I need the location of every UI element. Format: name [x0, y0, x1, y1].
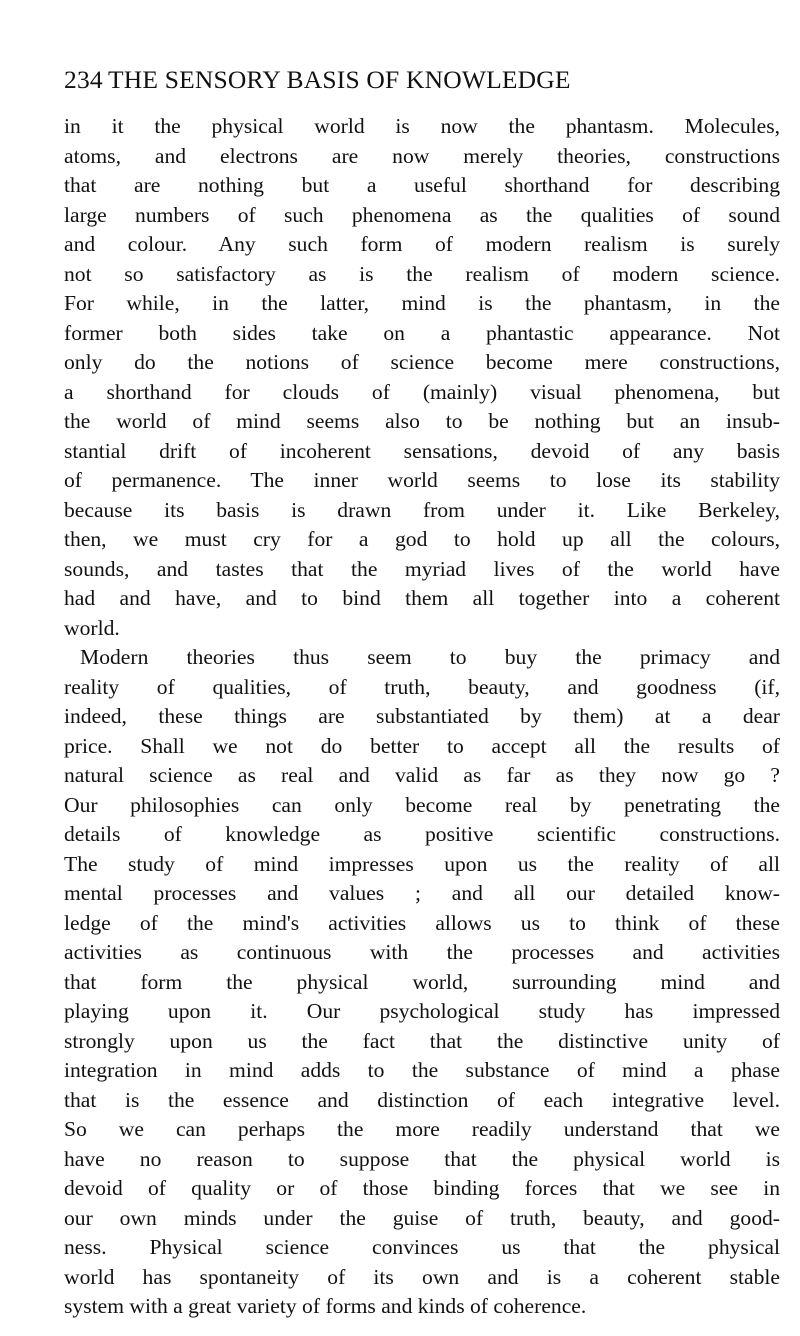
text-line: mental processes and values ; and all our detailed know-	[64, 881, 780, 905]
text-line: atoms, and electrons are now merely theories, constructions	[64, 143, 780, 168]
text-line: Modern theories thus seem to buy the primacy and	[80, 645, 780, 669]
text-line: natural science as real and valid as far as they now go ?	[64, 763, 780, 787]
text-line: large numbers of such phenomena as the qualities of sound	[64, 202, 780, 227]
text-line: that are nothing but a useful shorthand for describing	[64, 173, 780, 197]
text-line: stantial drift of incoherent sensations, devoid of any basis	[64, 438, 780, 463]
text-line: sounds, and tastes that the myriad lives of the world have	[64, 556, 780, 581]
text-line: world has spontaneity of its own and is a coherent stable	[64, 1264, 780, 1289]
text-line: that is the essence and distinction of each integrative level.	[64, 1087, 780, 1112]
text-line: a shorthand for clouds of (mainly) visual phenomena, but	[64, 379, 780, 404]
text-line: because its basis is drawn from under it. Like Berkeley,	[64, 497, 780, 522]
text-line: activities as continuous with the processes and activities	[64, 940, 780, 964]
text-line: For while, in the latter, mind is the phantasm, in the	[64, 291, 780, 315]
text-line: world.	[64, 615, 120, 640]
text-line: of permanence. The inner world seems to lose its stability	[64, 468, 780, 492]
text-line: then, we must cry for a god to hold up all the colours,	[64, 527, 780, 551]
text-line: indeed, these things are substantiated by them) at a dear	[64, 704, 780, 728]
text-line: only do the notions of science become mere constructions,	[64, 350, 780, 374]
running-title: THE SENSORY BASIS OF KNOWLEDGE	[108, 65, 571, 94]
text-line: devoid of quality or of those binding forces that we see in	[64, 1176, 780, 1200]
text-line: that form the physical world, surrounding mind and	[64, 969, 780, 994]
text-line: not so satisfactory as is the realism of modern science.	[64, 261, 780, 286]
text-line: and colour. Any such form of modern realism is surely	[64, 232, 780, 256]
text-line: have no reason to suppose that the physical world is	[64, 1146, 780, 1171]
text-line: ledge of the mind's activities allows us to think of these	[64, 910, 780, 935]
text-line: former both sides take on a phantastic appearance. Not	[64, 320, 780, 345]
text-line: Our philosophies can only become real by penetrating the	[64, 792, 780, 817]
text-line: details of knowledge as positive scientific constructions.	[64, 822, 780, 846]
text-line: price. Shall we not do better to accept all the results of	[64, 733, 780, 758]
text-line: in it the physical world is now the phantasm. Molecules,	[64, 114, 780, 138]
running-head	[64, 62, 780, 98]
page-number: 234	[64, 65, 103, 94]
text-line: So we can perhaps the more readily understand that we	[64, 1117, 780, 1141]
text-line: playing upon it. Our psychological study has impressed	[64, 999, 780, 1023]
paragraph-2	[64, 643, 780, 1322]
text-line: had and have, and to bind them all together into a coherent	[64, 586, 780, 610]
text-line: system with a great variety of forms and kinds of coherence.	[64, 1294, 587, 1318]
text-line: reality of qualities, of truth, beauty, and goodness (if,	[64, 674, 780, 699]
text-line: our own minds under the guise of truth, beauty, and good-	[64, 1205, 780, 1230]
text-line: integration in mind adds to the substance of mind a phase	[64, 1058, 780, 1082]
text-line: strongly upon us the fact that the distinctive unity of	[64, 1028, 780, 1053]
body-text	[64, 112, 780, 1322]
text-line: ness. Physical science convinces us that the physical	[64, 1235, 780, 1259]
paragraph-1	[64, 112, 780, 643]
text-line: the world of mind seems also to be nothing but an insub-	[64, 409, 780, 433]
book-page	[64, 62, 780, 1322]
text-line: The study of mind impresses upon us the reality of all	[64, 851, 780, 876]
